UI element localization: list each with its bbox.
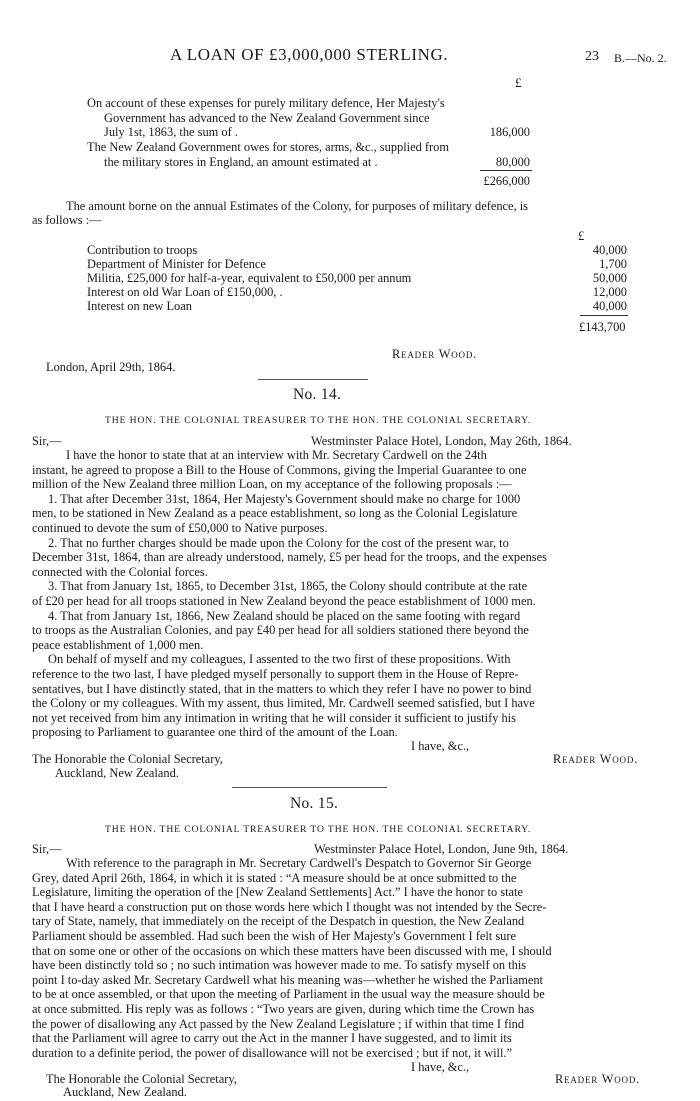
body-line: 4. That from January 1st, 1866, New Zealand should be placed on the same footing with regard: [48, 608, 521, 623]
expense-entry-line: Government has advanced to the New Zealand Government since: [104, 110, 430, 125]
closing: I have, &c.,: [411, 739, 470, 753]
page-number: 23: [585, 49, 599, 64]
body-line: at once submitted. His reply was as follows : “Two years are given, during which time the Crown has: [32, 1001, 535, 1016]
letter-address: Westminster Palace Hotel, London, May 26th, 1864.: [311, 434, 572, 448]
letter-body: [32, 448, 672, 740]
letter-heading: THE HON. THE COLONIAL TREASURER TO THE HON. THE COLONIAL SECRETARY.: [105, 415, 532, 426]
estimates-intro: The amount borne on the annual Estimates of the Colony, for purposes of military defence, is: [66, 199, 529, 213]
salutation: Sir,—: [32, 434, 62, 448]
signature: Reader Wood.: [555, 1072, 641, 1086]
estimate-amount: 40,000: [592, 243, 627, 257]
body-line: to be at once assembled, or that upon the meeting of Parliament in the usual way the measure should be: [32, 987, 545, 1002]
body-line: instant, he agreed to propose a Bill to the House of Commons, giving the Imperial Guarantee to one: [32, 462, 527, 477]
body-line: connected with the Colonial forces.: [32, 564, 208, 579]
closing: I have, &c.,: [411, 1060, 470, 1074]
addressee: The Honorable the Colonial Secretary,: [46, 1072, 237, 1086]
estimate-amount: 1,700: [599, 257, 627, 271]
estimate-amount: 50,000: [592, 271, 627, 285]
body-line: to troops as the Australian Colonies, and pay £40 per head for all soldiers stationed there beyond the: [32, 623, 529, 638]
body-line: I have the honor to state that at an interview with Mr. Secretary Cardwell on the 24th: [66, 448, 487, 462]
signature: Reader Wood.: [553, 752, 639, 766]
place-date: London, April 29th, 1864.: [46, 360, 176, 374]
salutation: Sir,—: [32, 842, 62, 856]
body-line: proposing to Parliament to guarantee one third of the amount of the Loan.: [32, 725, 398, 740]
body-line: 2. That no further charges should be made upon the Colony for the cost of the present war, to: [48, 535, 509, 550]
expense-total: £266,000: [483, 174, 530, 188]
letter-body: [32, 856, 672, 1060]
body-line: million of the New Zealand three million Loan, on my acceptance of the following proposals :—: [32, 477, 512, 492]
sum-rule: [480, 170, 532, 171]
body-line: that I have heard a construction put on those words here which I thought was not intended by the Secre-: [32, 899, 547, 914]
body-line: 3. That from January 1st, 1865, to December 31st, 1865, the Colony should contribute at the rate: [48, 579, 528, 594]
estimate-label: Department of Minister for Defence: [87, 257, 266, 271]
expense-entry-line: On account of these expenses for purely military defence, Her Majesty's: [87, 96, 445, 110]
body-line: continued to devote the sum of £50,000 to Native purposes.: [32, 520, 328, 535]
estimate-label: Militia, £25,000 for half-a-year, equivalent to £50,000 per annum: [87, 271, 412, 285]
document-number: No. 14.: [293, 386, 342, 403]
body-line: point I to-day asked Mr. Secretary Cardwell what his meaning was—whether he wished the Parliament: [32, 972, 543, 987]
body-line: tary of State, namely, that immediately on the receipt of the Despatch in question, the New Zealand: [32, 914, 525, 929]
currency-column-heading: £: [515, 75, 522, 90]
body-line: men, to be stationed in New Zealand as a peace establishment, so long as the Colonial Legislature: [32, 506, 518, 521]
signature: Reader Wood.: [392, 347, 478, 361]
expense-entry-line: the military stores in England, an amount estimated at .: [104, 154, 378, 169]
expense-entry-line: The New Zealand Government owes for stores, arms, &c., supplied from: [87, 140, 449, 154]
body-line: sentatives, but I have distinctly stated, that in the matters to which they refer I have no power to bind: [32, 681, 532, 696]
estimate-label: Interest on old War Loan of £150,000, .: [87, 285, 283, 299]
body-line: have been distinctly told so ; no such intimation was however made to me. To satisfy myself on this: [32, 958, 527, 973]
body-line: Legislature, limiting the operation of the [New Zealand Settlements] Act.” I have the honor to state: [32, 885, 523, 900]
estimate-label: Contribution to troops: [87, 243, 198, 257]
body-line: that the Parliament will agree to carry out the Act in the manner I have suggested, and to limit its: [32, 1031, 512, 1046]
body-line: the Colony or my colleagues. With my assent, thus limited, Mr. Cardwell seemed satisfied, but I have: [32, 696, 535, 711]
expense-amount: 80,000: [495, 155, 530, 169]
estimate-amount: 12,000: [592, 285, 627, 299]
body-line: duration to a definite period, the power of disallowance will not be exercised ; but if not, it will.”: [32, 1045, 513, 1060]
expense-entry: [87, 96, 487, 140]
body-line: reference to the two last, I have pledged myself personally to support them in the House of Repre-: [32, 666, 519, 681]
currency-column-heading: £: [578, 229, 585, 243]
body-line: Grey, dated April 26th, 1864, in which it is stated : “A measure should be at once submitted to the: [32, 870, 517, 885]
body-line: the power of disallowing any Act passed by the New Zealand Legislature ; if within that time I find: [32, 1016, 525, 1031]
expense-entry-line: July 1st, 1863, the sum of .: [104, 125, 238, 140]
letter-address: Westminster Palace Hotel, London, June 9th, 1864.: [314, 842, 569, 856]
expense-entry: [87, 140, 487, 169]
estimate-amount: 40,000: [592, 299, 627, 313]
separator: [232, 787, 387, 788]
body-line: peace establishment of 1,000 men.: [32, 637, 204, 652]
page-title: A LOAN OF £3,000,000 STERLING.: [170, 45, 449, 64]
body-line: On behalf of myself and my colleagues, I assented to the two first of these propositions. With: [48, 652, 511, 667]
addressee-location: Auckland, New Zealand.: [63, 1085, 187, 1099]
body-line: Parliament should be assembled. Had such been the wish of Her Majesty's Government I felt sure: [32, 928, 516, 943]
addressee-location: Auckland, New Zealand.: [55, 766, 179, 780]
sum-rule: [580, 315, 628, 316]
addressee: The Honorable the Colonial Secretary,: [32, 752, 223, 766]
letter-heading: THE HON. THE COLONIAL TREASURER TO THE HON. THE COLONIAL SECRETARY.: [105, 824, 532, 835]
estimates-total: £143,700: [579, 320, 626, 334]
estimate-label: Interest on new Loan: [87, 299, 192, 313]
body-line: that on some one or other of the occasions on which these matters have been discussed with me, I should: [32, 943, 552, 958]
body-line: not yet received from him any intimation in writing that he will consider it sufficient to justify his: [32, 710, 516, 725]
body-line: December 31st, 1864, than are already understood, namely, £5 per head for the troops, and the expenses: [32, 550, 547, 565]
body-line: of £20 per head for all troops stationed in New Zealand beyond the peace establishment of 1000 men.: [32, 593, 536, 608]
body-line: 1. That after December 31st, 1864, Her Majesty's Government should make no charge for 1000: [48, 491, 521, 506]
expense-amount: 186,000: [489, 125, 530, 139]
separator: [258, 379, 368, 380]
estimates-intro-cont: as follows :—: [32, 213, 102, 227]
body-line: With reference to the paragraph in Mr. Secretary Cardwell's Despatch to Governor Sir George: [66, 856, 532, 870]
document-number: No. 15.: [290, 795, 339, 812]
document-reference: B.—No. 2.: [614, 51, 667, 65]
